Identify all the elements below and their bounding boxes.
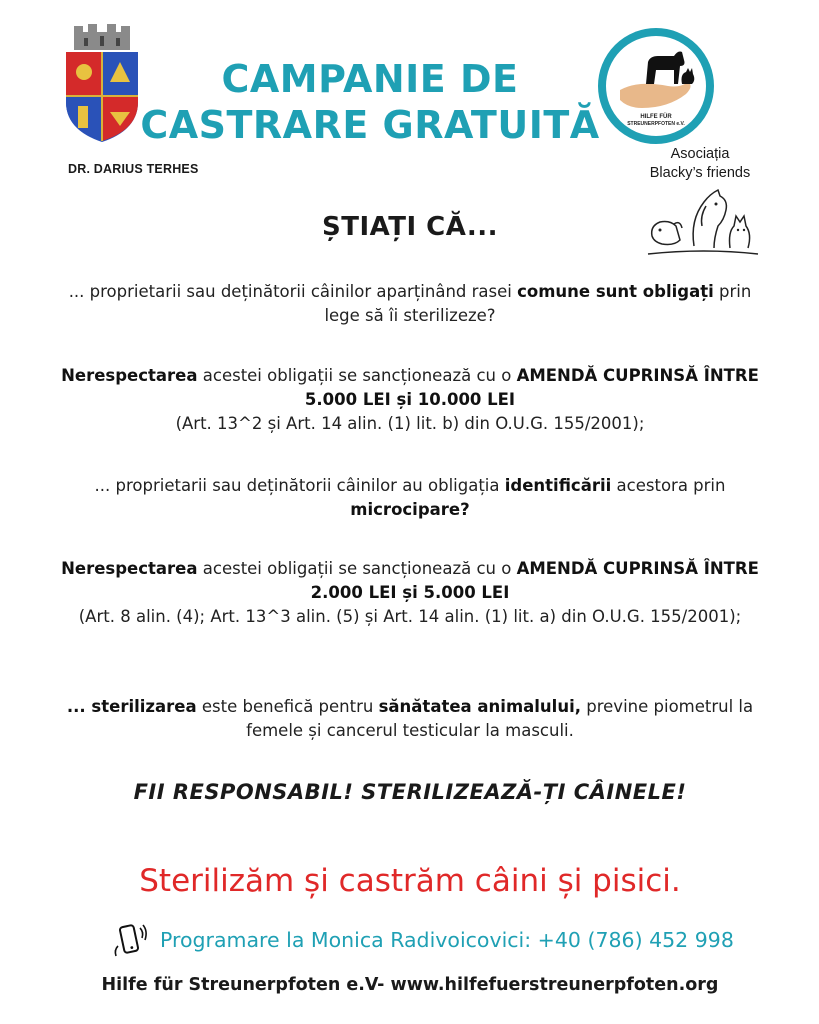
p2-legal-reference: (Art. 13^2 și Art. 14 alin. (1) lit. b) din O.U.G. 155/2001); bbox=[175, 414, 645, 433]
dog-cat-hand-logo-icon bbox=[598, 28, 714, 144]
p3-bold-2: microcipare? bbox=[350, 500, 470, 519]
p3-text-mid: acestora prin bbox=[611, 476, 726, 495]
paragraph-2 bbox=[60, 364, 760, 436]
appointment-line bbox=[110, 920, 770, 960]
association-name bbox=[640, 145, 760, 183]
title-line-1: CAMPANIE DE bbox=[221, 57, 519, 101]
p5-bold-2: sănătatea animalului, bbox=[378, 697, 582, 716]
paragraph-1 bbox=[60, 280, 760, 328]
p5-text: este benefică pentru bbox=[196, 697, 379, 716]
paragraph-4 bbox=[60, 557, 760, 629]
association-line-2: Blacky’s friends bbox=[649, 165, 751, 181]
p4-fine: AMENDĂ CUPRINSĂ ÎNTRE 2.000 LEI și 5.000 LEI bbox=[310, 559, 759, 602]
p1-text-end: prin lege să îi sterilizeze? bbox=[324, 282, 752, 325]
title-line-2: CASTRARE GRATUITĂ bbox=[140, 103, 600, 147]
p2-bold-1: Nerespectarea bbox=[61, 366, 198, 385]
association-line-1: Asociația bbox=[670, 146, 730, 162]
slogan: FII RESPONSABIL! STERILIZEAZĂ-ȚI CÂINELE! bbox=[133, 780, 687, 804]
p5-text-end: previne piometrul la femele și cancerul testicular la masculi. bbox=[246, 697, 754, 740]
service-line: Sterilizăm și castrăm câini și pisici. bbox=[139, 863, 681, 899]
p3-bold-1: identificării bbox=[504, 476, 612, 495]
p1-text: ... proprietarii sau deținătorii câinilor aparținând rasei bbox=[68, 282, 518, 301]
paragraph-5 bbox=[60, 695, 760, 743]
footer-website: Hilfe für Streunerpfoten e.V- www.hilfefuerstreunerpfoten.org bbox=[101, 975, 719, 995]
logo-text-1: HILFE FÜR bbox=[640, 114, 672, 120]
mobile-phone-icon bbox=[110, 920, 150, 960]
p2-text: acestei obligații se sancționează cu o bbox=[197, 366, 517, 385]
page-title bbox=[130, 56, 610, 148]
section-heading: ȘTIAȚI CĂ... bbox=[321, 212, 498, 242]
paragraph-3 bbox=[60, 474, 760, 522]
p4-text: acestei obligații se sancționează cu o bbox=[197, 559, 517, 578]
doctor-name: DR. DARIUS TERHES bbox=[68, 162, 199, 176]
p3-text: ... proprietarii sau deținătorii câinilor au obligația bbox=[94, 476, 505, 495]
p2-fine: AMENDĂ CUPRINSĂ ÎNTRE 5.000 LEI și 10.000 LEI bbox=[304, 366, 759, 409]
p5-bold-1: ... sterilizarea bbox=[66, 697, 197, 716]
logo-text-2: STREUNERPFOTEN e.V. bbox=[627, 121, 685, 127]
p1-bold: comune sunt obligați bbox=[517, 282, 714, 301]
appointment-text: Programare la Monica Radivoicovici: +40 (786) 452 998 bbox=[160, 928, 734, 952]
animals-sketch-icon bbox=[644, 186, 762, 258]
p4-bold-1: Nerespectarea bbox=[61, 559, 198, 578]
p4-legal-reference: (Art. 8 alin. (4); Art. 13^3 alin. (5) și Art. 14 alin. (1) lit. a) din O.U.G. 155/2001); bbox=[78, 607, 742, 626]
